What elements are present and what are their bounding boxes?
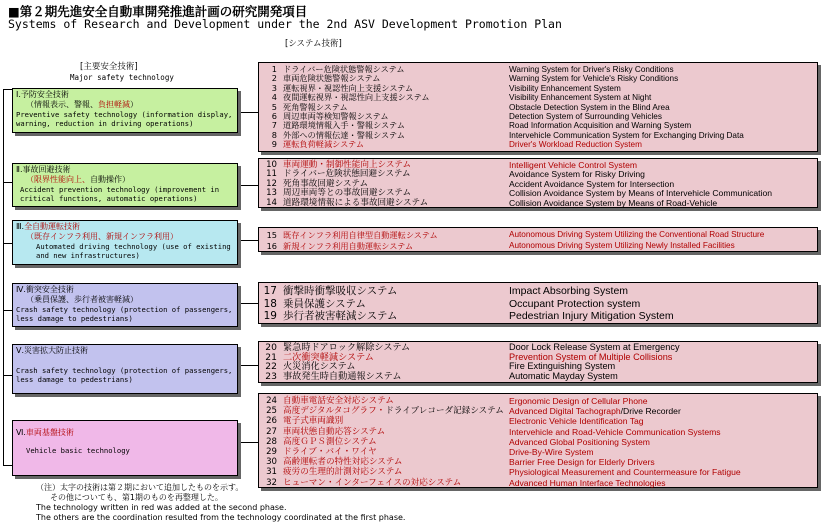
- system-name-ja: 外部への情報伝達・警報システム: [283, 129, 405, 140]
- system-number: 20: [265, 342, 277, 353]
- system-name-ja: 運転視界・視認性向上支援システム: [283, 82, 414, 93]
- system-row: [263, 437, 815, 447]
- system-name-en: Intelligent Vehicle Control System: [509, 160, 638, 170]
- system-number: 12: [266, 178, 277, 189]
- system-name-en: [509, 406, 681, 416]
- category-en: Automated driving technology (use of existing and new infrastructures): [36, 242, 231, 260]
- system-name-en: Impact Absorbing System: [509, 285, 629, 297]
- column-heading-left-en: Major safety technology: [70, 73, 174, 82]
- system-number: 32: [266, 477, 277, 488]
- system-row: [263, 416, 815, 426]
- system-name-en: Automatic Mayday System: [509, 370, 618, 381]
- system-name-ja: 死角事故回避システム: [283, 178, 369, 189]
- system-row: [263, 396, 815, 406]
- system-name-ja: 高度ＧＰＳ測位システム: [283, 436, 377, 447]
- system-number: 19: [263, 310, 277, 322]
- category-label-num: Ⅲ.: [16, 222, 25, 231]
- note-ja-2: その他についても、第1期のものを再整理した。: [50, 493, 223, 502]
- system-name-en: Advanced Human Interface Technologies: [509, 477, 666, 488]
- system-name-en: Physiological Measurement and Countermeasure for Fatigue: [509, 467, 741, 478]
- system-name-ja: ヒューマン・インターフェイスの対応システム: [283, 477, 462, 488]
- system-name-ja: ドライブ・バイ・ワイヤ: [283, 447, 377, 457]
- category-connector: [241, 185, 258, 186]
- category-label: Ⅴ.災害拡大防止技術: [16, 346, 89, 355]
- system-name-en-red: Advanced Digital Tachograph: [509, 406, 621, 417]
- system-name-en: Accident Avoidance System for Intersection: [509, 178, 675, 189]
- system-name-en: Autonomous Driving System Utilizing Newly Installed Facilities: [509, 240, 735, 250]
- system-name-ja: 車両状態自動応答システム: [283, 426, 386, 437]
- category-label: [16, 222, 234, 232]
- category-en: Preventive safety technology (information display, warning, reduction in driving operations): [16, 110, 233, 128]
- system-name-en: Driver's Workload Reduction System: [509, 140, 642, 150]
- system-row: [263, 140, 815, 149]
- system-number: 6: [271, 111, 277, 121]
- system-name-ja: 二次衝突軽減システム: [283, 351, 374, 363]
- system-number: 11: [266, 169, 277, 180]
- category-sub: [16, 175, 234, 185]
- system-group-6: [258, 393, 818, 488]
- category-label: Ⅰ.予防安全技術: [16, 90, 69, 99]
- system-name-en: Electronic Vehicle Identification Tag: [509, 416, 644, 427]
- system-number: 16: [266, 240, 277, 251]
- system-name-en: Fire Extinguishing System: [509, 361, 616, 371]
- system-row: [263, 467, 815, 477]
- system-number: 25: [266, 406, 277, 417]
- system-name-ja: 死角警報システム: [283, 101, 348, 112]
- system-group-1: [258, 62, 818, 152]
- system-name-en: Collision Avoidance System by Means of Road-Vehicle: [509, 197, 718, 208]
- category-label: Ⅳ.衝突安全技術: [16, 285, 74, 294]
- category-sub-red: 負担軽減: [98, 100, 130, 109]
- system-row: [263, 310, 815, 323]
- system-number: 28: [266, 436, 277, 447]
- system-group-5: [258, 341, 818, 383]
- category-label-num: Ⅵ.: [16, 428, 26, 437]
- system-name-ja: 運転負荷軽減システム: [283, 139, 365, 150]
- system-name-en-black: /Drive Recorder: [620, 406, 681, 417]
- system-number: 2: [271, 73, 277, 84]
- system-name-en: Intervehicle and Road-Vehicle Communication Systems: [509, 426, 721, 437]
- system-row: [263, 298, 815, 311]
- system-group-3: [258, 227, 818, 252]
- tree-branch: [3, 310, 12, 311]
- system-name-ja: 電子式車両識別: [283, 416, 344, 427]
- category-vehicle-basic: [12, 420, 238, 476]
- category-connector: [241, 112, 258, 113]
- column-heading-left-ja: [主要安全技術]: [80, 62, 138, 72]
- system-name-en: Drive-By-Wire System: [509, 447, 594, 457]
- system-name-ja: 車両運動・制御性能向上システム: [283, 160, 412, 170]
- system-name-ja: ドライバー危険状態警報システム: [283, 64, 405, 74]
- system-number: 27: [266, 426, 277, 437]
- column-heading-right-ja: [システム技術]: [285, 39, 342, 49]
- system-name-en: Collision Avoidance System by Means of Intervehicle Communication: [509, 188, 773, 199]
- system-number: 1: [271, 64, 277, 74]
- system-number: 7: [271, 120, 277, 131]
- note-en-2: The others are the coordination resulted from the technology coordinated at the first phase.: [36, 513, 406, 522]
- category-sub: （乗員保護、歩行者被害軽減）: [26, 295, 138, 304]
- system-number: 5: [271, 101, 277, 112]
- system-number: 13: [266, 188, 277, 199]
- system-name-en: Ergonomic Design of Cellular Phone: [509, 396, 648, 406]
- category-en: Accident prevention technology (improvement in critical functions, automatic operations): [20, 185, 220, 203]
- system-number: 23: [265, 370, 277, 382]
- system-number: 14: [266, 197, 277, 208]
- category-accident-prevention: [12, 163, 238, 207]
- system-number: 29: [266, 447, 277, 457]
- tree-branch: [3, 243, 12, 244]
- page-title-en: Systems of Research and Development under the 2nd ASV Development Promotion Plan: [8, 17, 562, 31]
- note-ja-1: （注）太字の技術は第２期において追加したものを示す。: [36, 483, 244, 492]
- system-name-ja: 歩行者被害軽減システム: [283, 310, 398, 322]
- system-group-4: [258, 282, 818, 324]
- system-name-ja: 道路環境情報による事故回避システム: [283, 197, 429, 208]
- category-automated-driving: [12, 220, 238, 265]
- tree-branch: [3, 182, 12, 183]
- category-en: Crash safety technology (protection of passengers, less damage to pedestrians): [16, 366, 233, 384]
- system-name-en: Advanced Global Positioning System: [509, 436, 650, 447]
- system-name-en: Visibility Enhancement System at Night: [509, 93, 652, 103]
- category-en: Crash safety technology (protection of passengers, less damage to pedestrians): [16, 305, 233, 323]
- system-row: [263, 199, 815, 208]
- system-name-ja-black: ドライブレコーダ記録システム: [385, 406, 504, 417]
- system-row: [263, 478, 815, 488]
- category-en: Vehicle basic technology: [26, 446, 130, 455]
- system-row: [263, 241, 815, 252]
- system-group-2: [258, 158, 818, 208]
- tree-branch: [3, 89, 12, 90]
- note-en-1: The technology written in red was added at the second phase.: [36, 503, 287, 512]
- category-crash-safety: [12, 283, 238, 327]
- system-number: 17: [263, 285, 277, 297]
- category-sub: [16, 100, 234, 110]
- category-sub-red: （限界性能向上、: [26, 175, 90, 184]
- system-row: [263, 447, 815, 457]
- system-name-ja: 周辺車両等との事故回避システム: [283, 188, 412, 199]
- system-name-ja: 自動車電話安全対応システム: [283, 396, 394, 406]
- tree-branch: [3, 465, 12, 466]
- system-name-en: Obstacle Detection System in the Blind Area: [509, 102, 670, 112]
- category-connector: [241, 240, 258, 241]
- system-name-en: Detection System of Surrounding Vehicles: [509, 112, 662, 121]
- system-name-ja: 道路環境情報入手・警報システム: [283, 120, 405, 131]
- system-name-ja: ドライバー危険状態回避システム: [283, 169, 411, 180]
- system-name-ja: 既存インフラ利用自律型自動運転システム: [283, 230, 438, 240]
- system-name-en: Occupant Protection system: [509, 297, 641, 310]
- system-name-en: Prevention System of Multiple Collisions: [509, 351, 673, 362]
- category-sub-text: （情報表示、警報、: [26, 100, 98, 109]
- system-name-en: Road Information Acquisition and Warning System: [509, 121, 692, 131]
- system-row: [263, 285, 815, 298]
- category-connector: [241, 442, 258, 443]
- page-title-ja: ■第２期先進安全自動車開発推進計画の研究開発項目: [8, 4, 308, 19]
- system-number: 31: [266, 467, 277, 478]
- system-name-en: Avoidance System for Risky Driving: [509, 169, 645, 180]
- system-name-en: Pedestrian Injury Mitigation System: [509, 310, 674, 322]
- system-name-ja: 緊急時ドアロック解除システム: [283, 342, 411, 353]
- system-number: 10: [266, 160, 277, 170]
- system-name-ja: [283, 406, 504, 416]
- system-number: 15: [266, 230, 277, 240]
- system-name-ja: 新規インフラ利用自動運転システム: [283, 240, 414, 251]
- system-row: [263, 372, 815, 382]
- category-label-red: 車両基盤技術: [25, 428, 74, 437]
- system-name-ja-red: 高度デジタルタコグラフ・: [283, 406, 386, 417]
- system-name-ja: 車両危険状態警報システム: [283, 73, 381, 84]
- system-name-ja: 夜間運転視界・視認性向上支援システム: [283, 92, 430, 103]
- category-connector: [241, 365, 258, 366]
- system-name-ja: 火災消化システム: [283, 361, 356, 372]
- category-disaster-prevention: [12, 344, 238, 394]
- system-row: [263, 457, 815, 467]
- system-number: 8: [271, 129, 277, 140]
- category-connector: [241, 303, 258, 304]
- system-number: 9: [271, 139, 277, 150]
- tree-connector: [3, 89, 4, 465]
- system-name-en: Autonomous Driving System Utilizing the Conventional Road Structure: [509, 230, 765, 239]
- system-number: 21: [265, 351, 277, 363]
- category-sub-end: ）: [130, 100, 138, 109]
- system-name-ja: 衝撃時衝撃吸収システム: [283, 285, 398, 297]
- system-name-en: Barrier Free Design for Elderly Drivers: [509, 457, 655, 468]
- system-row: [263, 406, 815, 416]
- system-name-en: Warning System for Vehicle's Risky Conditions: [509, 74, 679, 84]
- system-name-ja: 疲労の生理的計測対応システム: [283, 467, 403, 478]
- category-label: [16, 428, 234, 438]
- system-row: [263, 230, 815, 241]
- system-name-ja: 高齢運転者の特性対応システム: [283, 457, 403, 468]
- system-name-ja: 乗員保護システム: [283, 297, 366, 310]
- system-name-en: Door Lock Release System at Emergency: [509, 342, 680, 352]
- system-number: 26: [266, 416, 277, 427]
- category-sub-text: 自動操作）: [90, 175, 130, 184]
- system-number: 4: [271, 92, 277, 103]
- system-name-ja: 事故発生時自動通報システム: [283, 370, 402, 382]
- system-name-ja: 周辺車両等検知警報システム: [283, 111, 389, 121]
- tree-branch: [3, 375, 12, 376]
- category-sub: （既存インフラ利用、新規インフラ利用）: [26, 232, 178, 241]
- system-number: 30: [266, 457, 277, 468]
- system-number: 18: [263, 297, 277, 310]
- system-row: [263, 427, 815, 437]
- system-number: 24: [266, 396, 277, 406]
- system-name-en: Visibility Enhancement System: [509, 83, 621, 93]
- category-label-red: 全自動運転技術: [24, 222, 81, 231]
- system-name-en: Intervehicle Communication System for Exchanging Driving Data: [509, 130, 744, 140]
- system-number: 3: [271, 82, 277, 93]
- category-preventive-safety: [12, 88, 238, 133]
- category-label: Ⅱ.事故回避技術: [16, 165, 71, 174]
- system-number: 22: [265, 361, 277, 372]
- system-name-en: Warning System for Driver's Risky Conditions: [509, 65, 674, 74]
